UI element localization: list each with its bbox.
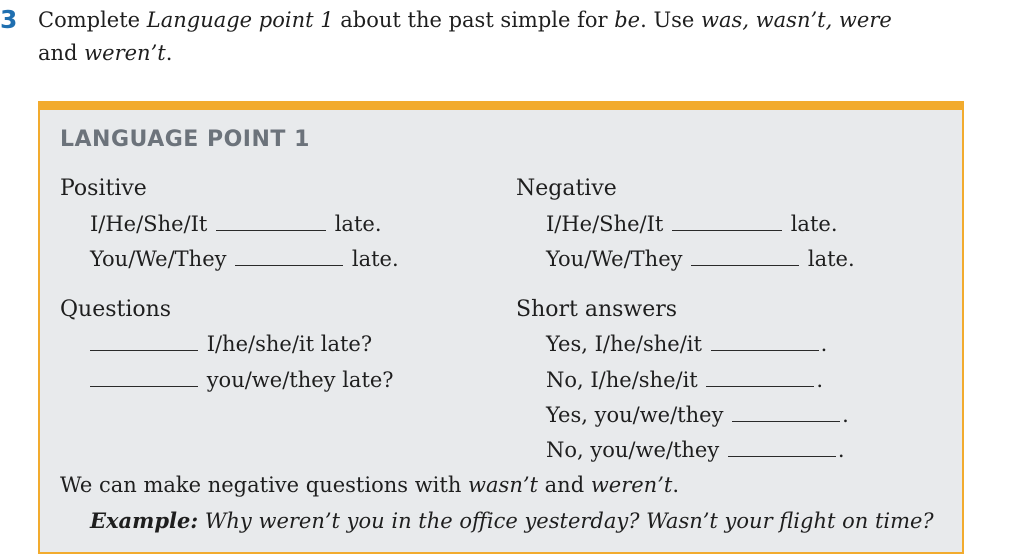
- short-answers-heading: Short answers: [516, 297, 678, 322]
- row-subject: I/He/She/It: [90, 212, 208, 236]
- exercise-number: 3: [0, 5, 18, 34]
- positive-row-1: [90, 212, 382, 236]
- instruction-text: .: [165, 41, 173, 65]
- instruction-italic: weren’t: [84, 41, 166, 65]
- answer-blank[interactable]: [90, 385, 198, 387]
- answer-blank[interactable]: [732, 420, 840, 422]
- short-answer-row-4: [546, 438, 845, 462]
- row-start: No, I/he/she/it: [546, 368, 698, 392]
- answer-blank[interactable]: [672, 229, 782, 231]
- answer-blank[interactable]: [706, 385, 814, 387]
- short-answer-row-2: [546, 368, 823, 392]
- positive-row-2: [90, 247, 399, 271]
- row-subject: You/We/They: [90, 247, 227, 271]
- instruction-text: Complete: [38, 8, 147, 32]
- instruction-text: about the past simple for: [333, 8, 615, 32]
- instruction-text: . Use: [640, 8, 702, 32]
- negative-heading: Negative: [516, 176, 617, 201]
- row-subject: I/He/She/It: [546, 212, 664, 236]
- answer-blank[interactable]: [711, 349, 819, 351]
- answer-blank[interactable]: [90, 349, 198, 351]
- row-start: No, you/we/they: [546, 438, 720, 462]
- instruction-italic: was, wasn’t, were: [701, 8, 892, 32]
- example-text: Why weren’t you in the office yesterday? Wasn’t your flight on time?: [198, 509, 934, 533]
- row-end: late.: [334, 212, 382, 236]
- note-text: We can make negative questions with: [60, 473, 469, 497]
- example-label: Example:: [90, 508, 199, 533]
- row-end: .: [837, 438, 845, 462]
- example-sentence: [90, 508, 934, 533]
- short-answer-row-3: [546, 403, 849, 427]
- instruction-italic: Language point 1: [146, 8, 334, 32]
- negative-row-2: [546, 247, 855, 271]
- note-italic: weren’t: [590, 473, 673, 497]
- row-end: late.: [351, 247, 399, 271]
- row-start: Yes, I/he/she/it: [546, 332, 702, 356]
- row-subject: You/We/They: [546, 247, 683, 271]
- answer-blank[interactable]: [216, 229, 326, 231]
- note-italic: wasn’t: [468, 473, 538, 497]
- note-text: and: [537, 473, 591, 497]
- questions-heading: Questions: [60, 297, 172, 322]
- row-start: Yes, you/we/they: [546, 403, 724, 427]
- questions-row-1: [90, 332, 372, 356]
- instruction-text: and: [38, 41, 85, 65]
- answer-blank[interactable]: [691, 264, 799, 266]
- positive-heading: Positive: [60, 176, 147, 201]
- questions-row-2: [90, 368, 394, 392]
- instruction-line-2: [38, 37, 172, 70]
- row-end: .: [816, 368, 824, 392]
- row-rest: I/he/she/it late?: [206, 332, 373, 356]
- negative-row-1: [546, 212, 838, 236]
- row-end: .: [842, 403, 849, 427]
- answer-blank[interactable]: [235, 264, 343, 266]
- row-end: late.: [807, 247, 855, 271]
- row-end: late.: [790, 212, 838, 236]
- instruction-italic: be: [614, 8, 641, 32]
- instruction-line-1: [38, 4, 892, 37]
- short-answer-row-1: [546, 332, 827, 356]
- row-rest: you/we/they late?: [206, 368, 394, 392]
- answer-blank[interactable]: [728, 455, 836, 457]
- row-end: .: [820, 332, 828, 356]
- note-text: .: [672, 473, 680, 497]
- box-title: LANGUAGE POINT 1: [60, 127, 310, 152]
- negative-questions-note: [60, 473, 679, 497]
